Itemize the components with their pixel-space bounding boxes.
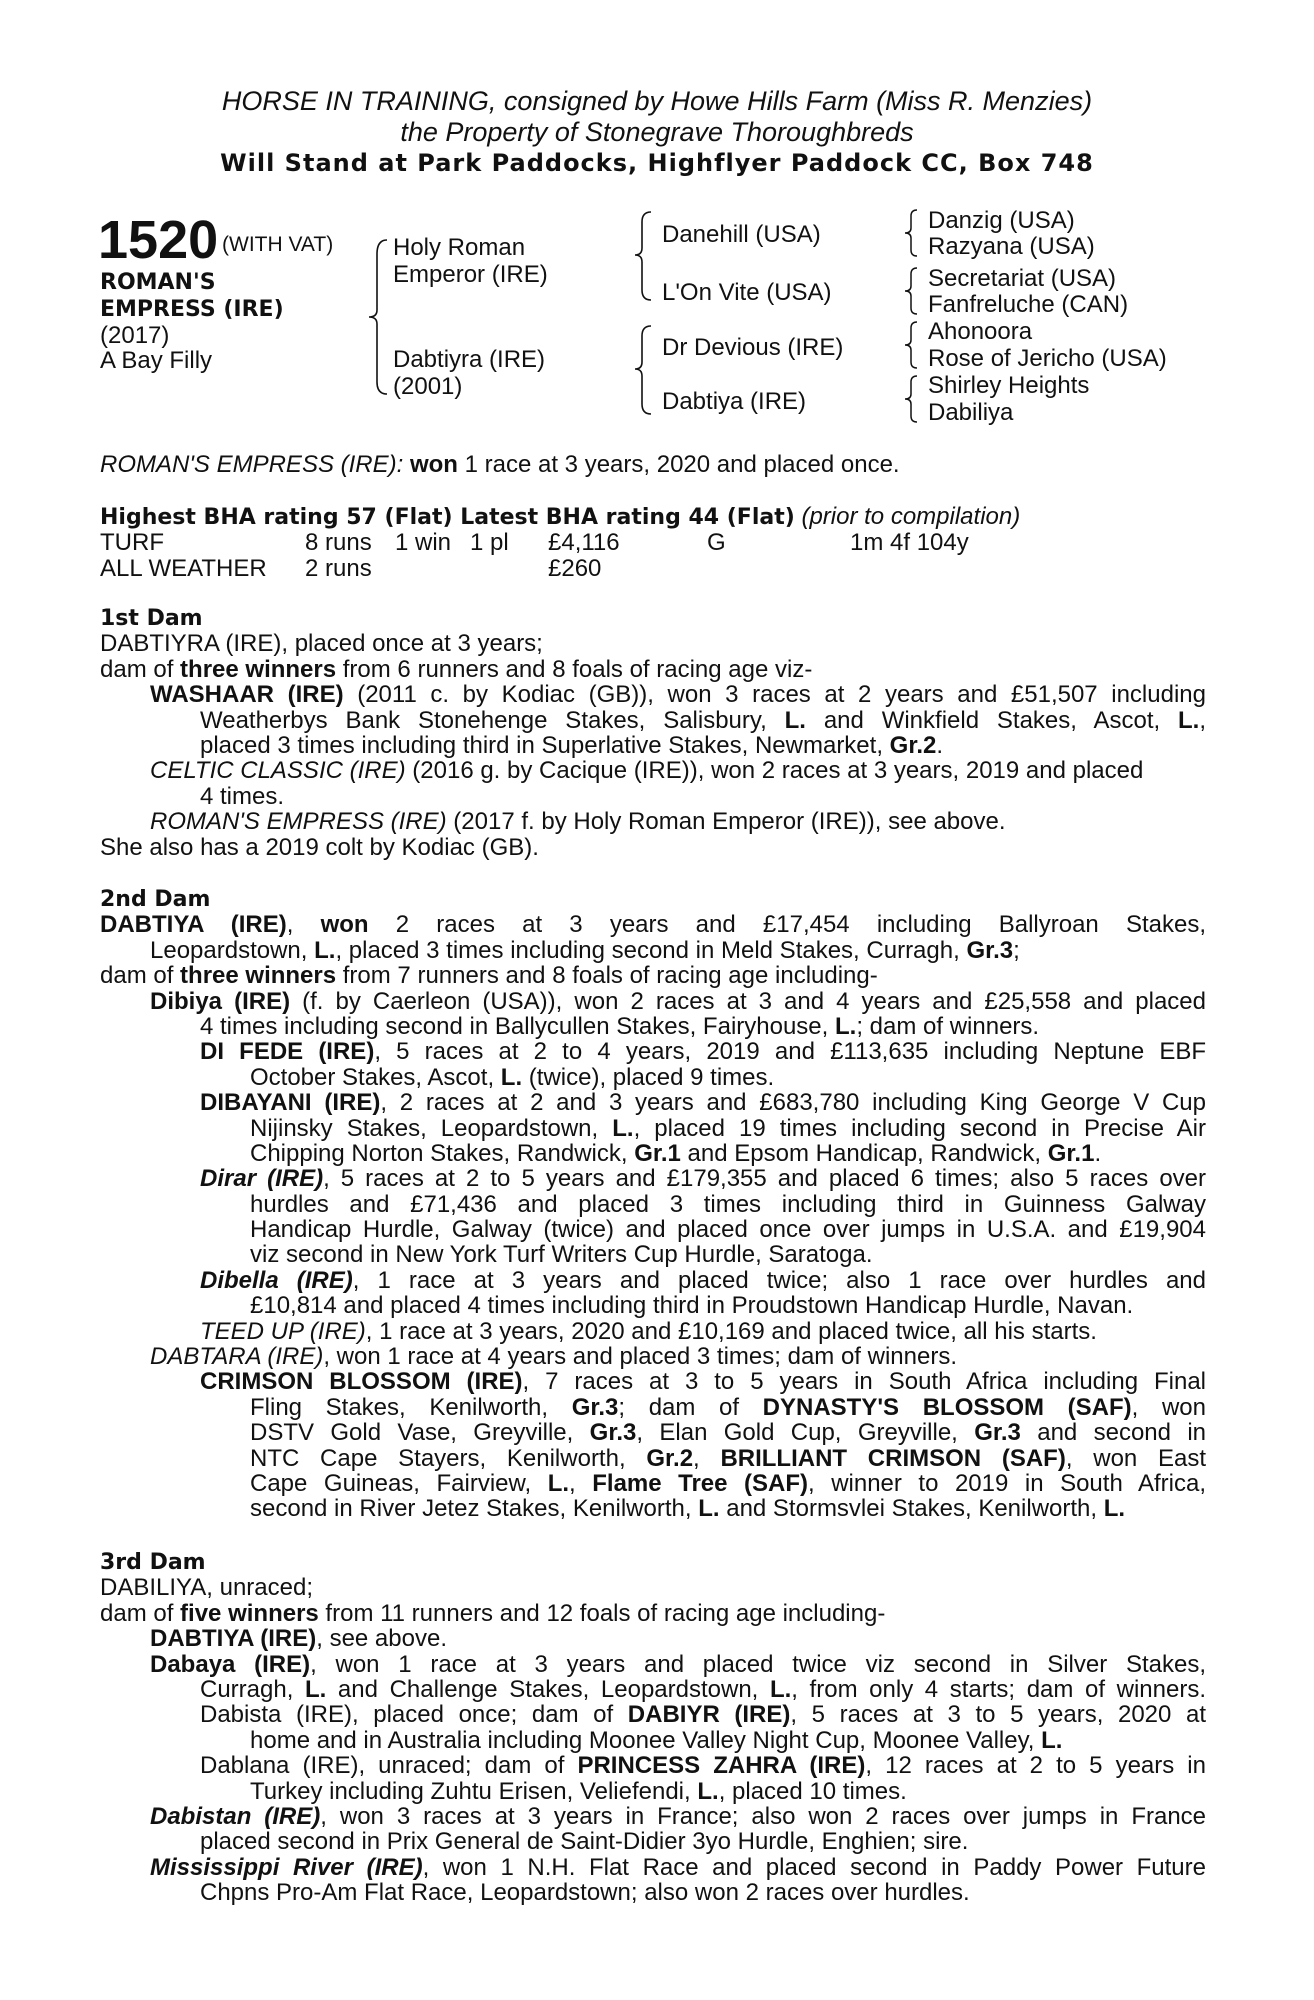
vat-label: (WITH VAT) xyxy=(222,233,334,256)
stat-going: G xyxy=(707,529,726,556)
section-heading: 2nd Dam xyxy=(100,887,211,912)
progeny-line: 4 times including second in Ballycullen Stakes, Fairyhouse, L.; dam of winners. xyxy=(200,1012,1040,1040)
progeny-line: Curragh, L. and Challenge Stakes, Leopardstown, L., from only 4 starts; dam of winners. xyxy=(200,1675,1206,1703)
progeny-line: DI FEDE (IRE), 5 races at 2 to 4 years, 2019 and £113,635 including Neptune EBF xyxy=(200,1038,1206,1066)
progeny-line: Dibiya (IRE) (f. by Caerleon (USA)), won 2 races at 3 and 4 years and £25,558 and placed xyxy=(150,987,1206,1015)
ratings-bold: Highest BHA rating 57 (Flat) Latest BHA rating 44 (Flat) xyxy=(100,505,795,530)
ratings-note: (prior to compilation) xyxy=(801,503,1021,530)
grandparent-4: Fanfreluche (CAN) xyxy=(928,291,1129,318)
horse-name-line1: ROMAN'S xyxy=(100,270,216,295)
summary-horse-name: ROMAN'S EMPRESS (IRE): xyxy=(100,451,404,478)
header-consignor: HORSE IN TRAINING, consigned by Howe Hills Farm (Miss R. Menzies) xyxy=(221,86,1093,116)
progeny-line: Dabista (IRE), placed once; dam of DABIYR (IRE), 5 races at 3 to 5 years, 2020 at xyxy=(200,1701,1206,1729)
dam-line: dam of five winners from 11 runners and 12 foals of racing age including- xyxy=(100,1599,886,1627)
stat-surface: TURF xyxy=(100,529,164,556)
dam-name-1: Dabtiyra (IRE) xyxy=(393,346,546,373)
progeny-line: Dirar (IRE), 5 races at 2 to 5 years and £179,355 and placed 6 times; also 5 races over xyxy=(200,1165,1207,1193)
first-dam-section xyxy=(100,606,1206,860)
grandparent-2: Razyana (USA) xyxy=(928,233,1095,260)
stat-placed: 1 pl xyxy=(470,529,509,556)
sire-name-2: Emperor (IRE) xyxy=(393,261,548,288)
dam-line: Leopardstown, L., placed 3 times including second in Meld Stakes, Curragh, Gr.3; xyxy=(150,936,1020,964)
grand-bracket-2 xyxy=(903,264,921,318)
stat-money: £4,116 xyxy=(548,529,620,556)
grandparent-7: Shirley Heights xyxy=(928,372,1090,399)
progeny-line: Weatherbys Bank Stonehenge Stakes, Salisbury, L. and Winkfield Stakes, Ascot, L., xyxy=(200,706,1206,734)
grandparent-8: Dabiliya xyxy=(928,399,1014,426)
sire-dam: L'On Vite (USA) xyxy=(662,279,832,306)
progeny-line: DABTIYA (IRE), see above. xyxy=(150,1625,447,1653)
progeny-line: ROMAN'S EMPRESS (IRE) (2017 f. by Holy Roman Emperor (IRE)), see above. xyxy=(150,808,1006,836)
progeny-line: NTC Cape Stayers, Kenilworth, Gr.2, BRILLIANT CRIMSON (SAF), won East xyxy=(250,1444,1207,1472)
sire-line-bracket xyxy=(633,208,657,306)
sire-dam-bracket xyxy=(365,232,395,402)
progeny-line: WASHAAR (IRE) (2011 c. by Kodiac (GB)), won 3 races at 2 years and £51,507 including xyxy=(150,681,1206,709)
progeny-line: Turkey including Zuhtu Erisen, Veliefendi, L., placed 10 times. xyxy=(250,1777,907,1805)
progeny-line: viz second in New York Turf Writers Cup Hurdle, Saratoga. xyxy=(250,1241,873,1269)
dam-dam: Dabtiya (IRE) xyxy=(662,388,807,415)
grand-bracket-4 xyxy=(903,372,921,426)
progeny-line: Cape Guineas, Fairview, L., Flame Tree (SAF), winner to 2019 in South Africa, xyxy=(250,1469,1207,1497)
progeny-line: TEED UP (IRE), 1 race at 3 years, 2020 and £10,169 and placed twice, all his starts. xyxy=(200,1317,1097,1345)
progeny-line: Dabistan (IRE), won 3 races at 3 years in France; also won 2 races over jumps in France xyxy=(150,1802,1207,1830)
dam-sire: Dr Devious (IRE) xyxy=(662,334,844,361)
progeny-line: placed 3 times including third in Superlative Stakes, Newmarket, Gr.2. xyxy=(200,731,944,759)
progeny-line: DABTARA (IRE), won 1 race at 4 years and placed 3 times; dam of winners. xyxy=(150,1343,957,1371)
progeny-line: Mississippi River (IRE), won 1 N.H. Flat Race and placed second in Paddy Power Future xyxy=(150,1853,1206,1881)
section-heading: 3rd Dam xyxy=(100,1550,206,1575)
grand-bracket-3 xyxy=(903,318,921,372)
stat-runs: 8 runs xyxy=(305,529,372,556)
progeny-line: Dabaya (IRE), won 1 race at 3 years and placed twice viz second in Silver Stakes, xyxy=(150,1650,1207,1678)
grandparent-6: Rose of Jericho (USA) xyxy=(928,345,1167,372)
section-heading: 1st Dam xyxy=(100,606,203,631)
stat-wins: 1 win xyxy=(395,529,452,556)
progeny-line: DIBAYANI (IRE), 2 races at 2 and 3 years and £683,780 including King George V Cup xyxy=(200,1089,1206,1117)
grandparent-3: Secretariat (USA) xyxy=(928,265,1117,292)
progeny-line: DSTV Gold Vase, Greyville, Gr.3, Elan Gold Cup, Greyville, Gr.3 and second in xyxy=(250,1419,1207,1447)
dam-line: DABILIYA, unraced; xyxy=(100,1574,313,1602)
dam-line: DABTIYA (IRE), won 2 races at 3 years and £17,454 including Ballyroan Stakes, xyxy=(100,911,1206,939)
bha-ratings xyxy=(100,504,1020,530)
progeny-line: CRIMSON BLOSSOM (IRE), 7 races at 3 to 5 years in South Africa including Final xyxy=(200,1368,1207,1396)
progeny-line: second in River Jetez Stakes, Kenilworth, L. and Stormsvlei Stakes, Kenilworth, L. xyxy=(250,1495,1126,1523)
sire-name-1: Holy Roman xyxy=(393,234,526,261)
progeny-line: home and in Australia including Moonee Valley Night Cup, Moonee Valley, L. xyxy=(250,1726,1063,1754)
stat-money: £260 xyxy=(548,555,602,582)
summary-text: 1 race at 3 years, 2020 and placed once. xyxy=(464,451,900,478)
progeny-line: Handicap Hurdle, Galway (twice) and placed once over jumps in U.S.A. and £19,904 xyxy=(250,1216,1206,1244)
dam-line: dam of three winners from 6 runners and 8 foals of racing age viz- xyxy=(100,655,813,683)
sire-sire: Danehill (USA) xyxy=(662,221,821,248)
stat-surface: ALL WEATHER xyxy=(100,555,267,582)
progeny-line: Dibella (IRE), 1 race at 3 years and placed twice; also 1 race over hurdles and xyxy=(200,1266,1206,1294)
dam-line: She also has a 2019 colt by Kodiac (GB). xyxy=(100,833,539,861)
progeny-line: Dablana (IRE), unraced; dam of PRINCESS ZAHRA (IRE), 12 races at 2 to 5 years in xyxy=(200,1752,1206,1780)
second-dam-section xyxy=(100,887,1206,1522)
stat-distance: 1m 4f 104y xyxy=(850,529,969,556)
progeny-line: £10,814 and placed 4 times including third in Proudstown Handicap Hurdle, Navan. xyxy=(250,1292,1134,1320)
race-summary xyxy=(100,452,900,477)
stat-runs: 2 runs xyxy=(305,555,372,582)
progeny-line: Chipping Norton Stakes, Randwick, Gr.1 and Epsom Handicap, Randwick, Gr.1. xyxy=(250,1139,1102,1167)
dam-line: DABTIYRA (IRE), placed once at 3 years; xyxy=(100,630,543,658)
dam-name-2: (2001) xyxy=(393,373,463,400)
third-dam-section xyxy=(100,1550,1206,1905)
progeny-line: 4 times. xyxy=(200,782,285,810)
grandparent-5: Ahonoora xyxy=(928,318,1033,345)
progeny-line: hurdles and £71,436 and placed 3 times including third in Guinness Galway xyxy=(250,1190,1206,1218)
horse-name-line2: EMPRESS (IRE) xyxy=(100,297,284,322)
dam-line: dam of three winners from 7 runners and 8 foals of racing age including- xyxy=(100,962,878,990)
progeny-line: Fling Stakes, Kenilworth, Gr.3; dam of DYNASTY'S BLOSSOM (SAF), won xyxy=(250,1393,1206,1421)
dam-line-bracket xyxy=(633,322,657,420)
header-stand: Will Stand at Park Paddocks, Highflyer Paddock CC, Box 748 xyxy=(220,149,1094,177)
progeny-line: Nijinsky Stakes, Leopardstown, L., placed 19 times including second in Precise Air xyxy=(250,1114,1207,1142)
progeny-line: placed second in Prix General de Saint-Didier 3yo Hurdle, Enghien; sire. xyxy=(200,1828,969,1856)
horse-description: A Bay Filly xyxy=(100,347,213,374)
progeny-line: CELTIC CLASSIC (IRE) (2016 g. by Cacique (IRE)), won 2 races at 3 years, 2019 and placed xyxy=(150,757,1144,785)
header-property: the Property of Stonegrave Thoroughbreds xyxy=(400,117,914,147)
summary-won: won xyxy=(409,451,458,478)
progeny-line: October Stakes, Ascot, L. (twice), placed 9 times. xyxy=(250,1063,775,1091)
horse-year: (2017) xyxy=(100,322,170,349)
grand-bracket-1 xyxy=(903,206,921,260)
grandparent-1: Danzig (USA) xyxy=(928,207,1075,234)
progeny-line: Chpns Pro-Am Flat Race, Leopardstown; also won 2 races over hurdles. xyxy=(200,1879,970,1907)
lot-number: 1520 xyxy=(98,210,219,270)
